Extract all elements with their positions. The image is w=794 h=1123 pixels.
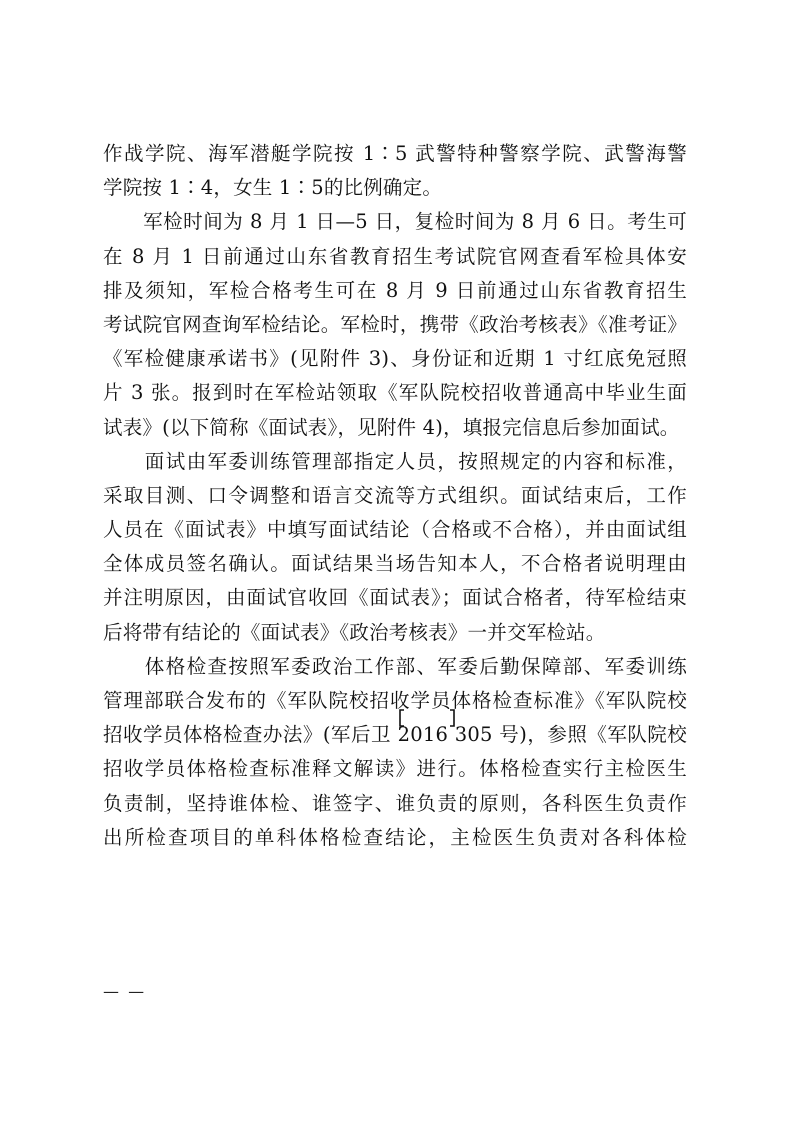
text-line: 招收学员体格检查标准释文解读》进行。体格检查实行主检医生 <box>103 757 687 781</box>
bracket-mark-icon <box>398 709 456 727</box>
text-line: 学院按 1∶4，女生 1∶5的比例确定。 <box>103 176 443 200</box>
text-line: 并注明原因，由面试官收回《面试表》；面试合格者，待军检结束 <box>103 586 687 610</box>
text-line: 考试院官网查询军检结论。军检时，携带《政治考核表》《准考证》 <box>103 312 687 336</box>
text-line: 试表》(以下简称《面试表》，见附件 4)，填报完信息后参加面试。 <box>103 415 680 439</box>
text-line: 军检时间为 8 月 1 日—5 日，复检时间为 8 月 6 日。考生可 <box>103 210 687 234</box>
page-footer: — — <box>103 982 147 1001</box>
text-line: 后将带有结论的《面试表》《政治考核表》一并交军检站。 <box>103 620 606 644</box>
text-line: 《军检健康承诺书》(见附件 3)、身份证和近期 1 寸红底免冠照 <box>103 347 687 371</box>
text-line: 全体成员签名确认。面试结果当场告知本人，不合格者说明理由 <box>103 552 687 576</box>
text-line: 在 8 月 1 日前通过山东省教育招生考试院官网查看军检具体安 <box>103 244 687 268</box>
text-line: 出所检查项目的单科体格检查结论，主检医生负责对各科体检 <box>103 825 687 849</box>
text-line: 人员在《面试表》中填写面试结论（合格或不合格），并由面试组 <box>103 518 687 542</box>
text-line: 片 3 张。报到时在军检站领取《军队院校招收普通高中毕业生面 <box>103 381 687 405</box>
text-line: 排及须知，军检合格考生可在 8 月 9 日前通过山东省教育招生 <box>103 278 687 302</box>
text-line: 招收学员体格检查办法》(军后卫 2016 305 号)，参照《军队院校 <box>103 723 687 747</box>
text-line: 作战学院、海军潜艇学院按 1∶5 武警特种警察学院、武警海警 <box>103 142 687 165</box>
text-line: 体格检查按照军委政治工作部、军委后勤保障部、军委训练 <box>103 654 687 678</box>
text-line: 面试由军委训练管理部指定人员，按照规定的内容和标准， <box>103 449 687 473</box>
text-line: 采取目测、口令调整和语言交流等方式组织。面试结束后，工作 <box>103 483 687 507</box>
body-text <box>103 137 687 855</box>
text-line: 管理部联合发布的《军队院校招收学员体格检查标准》《军队院校 <box>103 689 687 712</box>
text-line: 负责制，坚持谁体检、谁签字、谁负责的原则，各科医生负责作 <box>103 791 687 815</box>
